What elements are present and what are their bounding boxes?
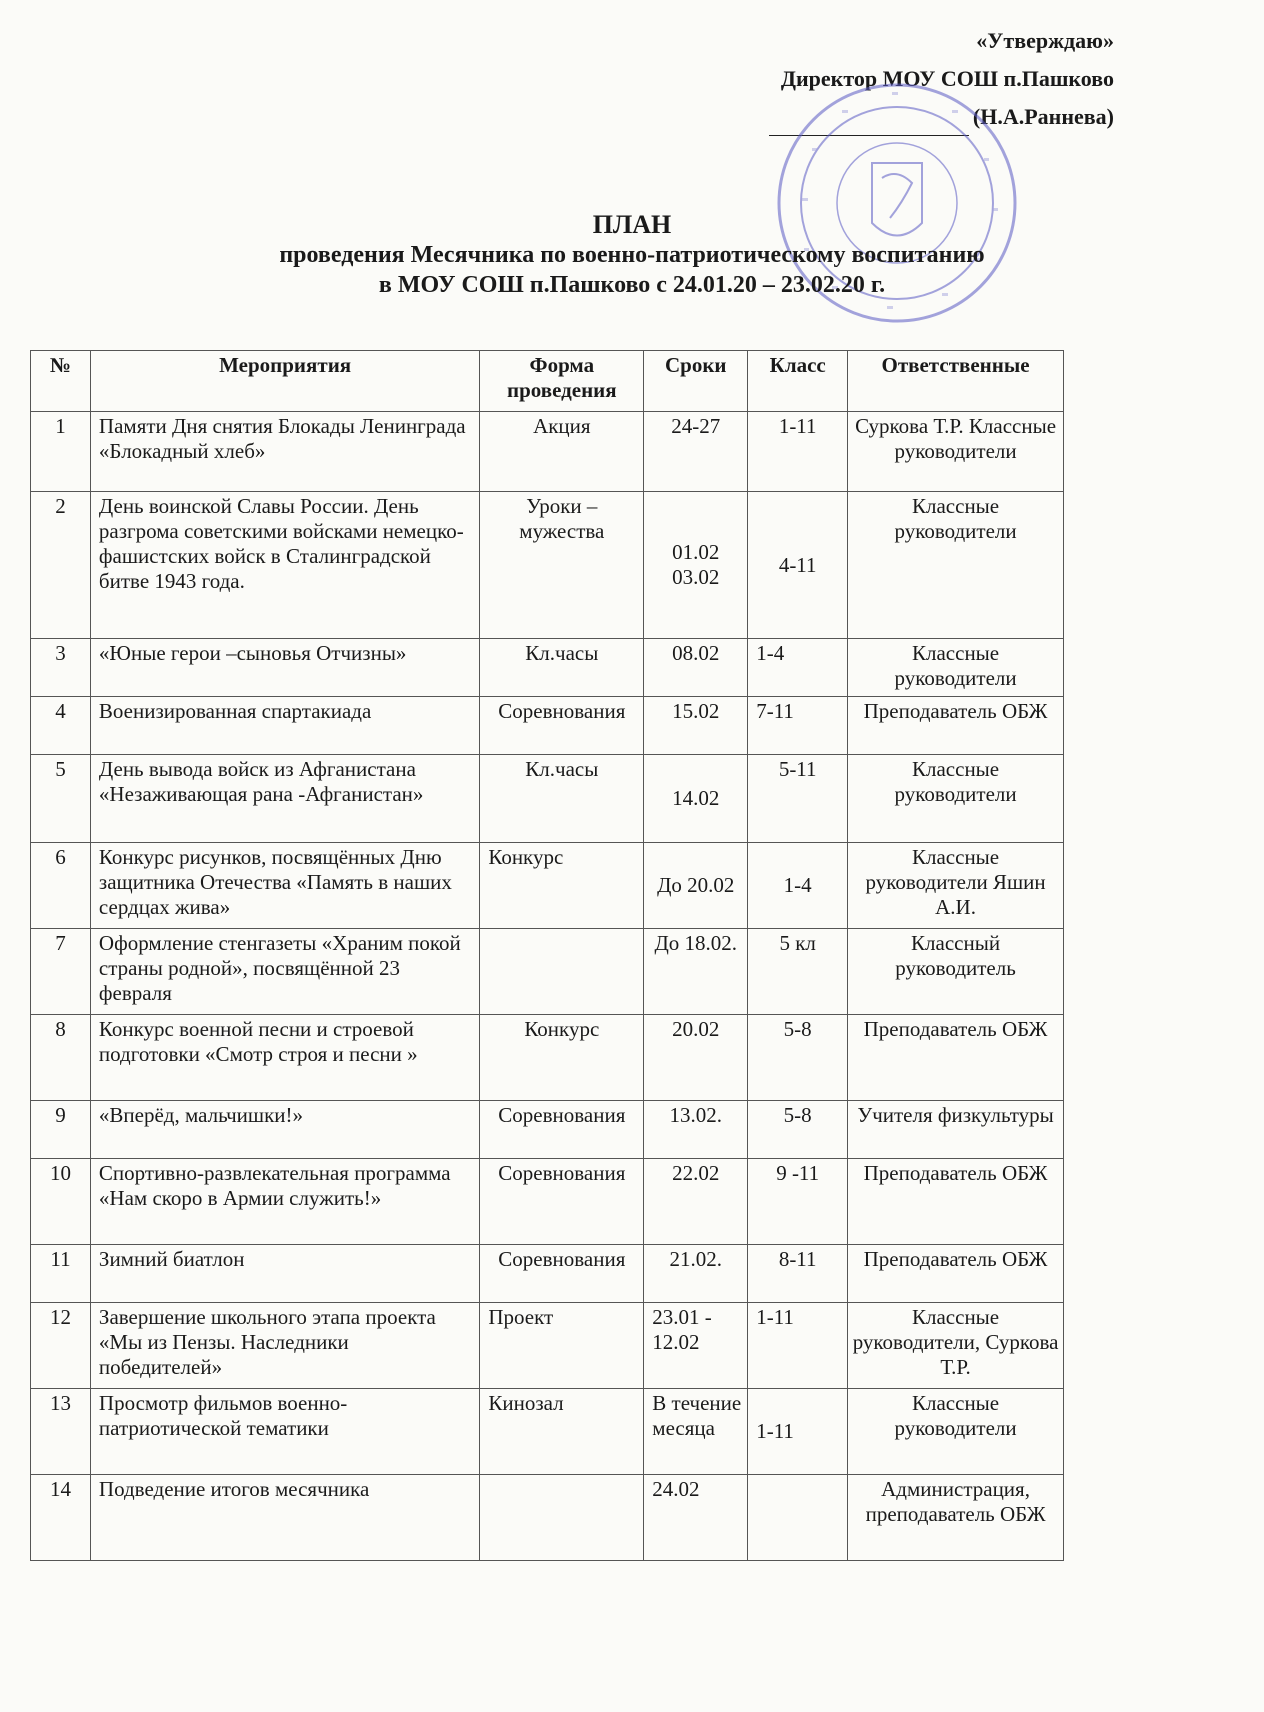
cell-class: 7-11 bbox=[748, 697, 848, 755]
cell-class: 5-11 bbox=[748, 755, 848, 843]
cell-event: Конкурс военной песни и строевой подготовки «Смотр строя и песни » bbox=[90, 1015, 479, 1101]
header-number: № bbox=[31, 351, 91, 412]
cell-event: Просмотр фильмов военно-патриотической тематики bbox=[90, 1389, 479, 1475]
cell-number: 5 bbox=[31, 755, 91, 843]
cell-form: Уроки – мужества bbox=[480, 492, 644, 639]
cell-number: 11 bbox=[31, 1245, 91, 1303]
cell-form: Соревнования bbox=[480, 1245, 644, 1303]
cell-responsible: Классные руководители bbox=[848, 492, 1064, 639]
cell-number: 4 bbox=[31, 697, 91, 755]
cell-date: 23.01 - 12.02 bbox=[644, 1303, 748, 1389]
approval-name: (Н.А.Раннева) bbox=[972, 104, 1114, 129]
cell-event: Военизированная спартакиада bbox=[90, 697, 479, 755]
cell-class: 5-8 bbox=[748, 1015, 848, 1101]
cell-date: 15.02 bbox=[644, 697, 748, 755]
table-row bbox=[31, 1475, 1064, 1561]
cell-date: До 20.02 bbox=[644, 843, 748, 929]
cell-class bbox=[748, 1475, 848, 1561]
cell-number: 7 bbox=[31, 929, 91, 1015]
approval-title: «Утверждаю» bbox=[976, 28, 1114, 53]
table-row bbox=[31, 929, 1064, 1015]
cell-number: 14 bbox=[31, 1475, 91, 1561]
table-row bbox=[31, 1389, 1064, 1475]
cell-responsible: Преподаватель ОБЖ bbox=[848, 1015, 1064, 1101]
cell-number: 3 bbox=[31, 639, 91, 697]
cell-class: 5-8 bbox=[748, 1101, 848, 1159]
cell-responsible: Преподаватель ОБЖ bbox=[848, 1245, 1064, 1303]
cell-class: 5 кл bbox=[748, 929, 848, 1015]
header-event: Мероприятия bbox=[90, 351, 479, 412]
cell-responsible: Учителя физкультуры bbox=[848, 1101, 1064, 1159]
cell-event: Подведение итогов месячника bbox=[90, 1475, 479, 1561]
cell-event: Завершение школьного этапа проекта «Мы из Пензы. Наследники победителей» bbox=[90, 1303, 479, 1389]
header-form: Форма проведения bbox=[480, 351, 644, 412]
cell-date: 13.02. bbox=[644, 1101, 748, 1159]
document-subtitle: проведения Месячника по военно-патриотическому воспитанию bbox=[279, 242, 985, 268]
table-row bbox=[31, 492, 1064, 639]
cell-number: 6 bbox=[31, 843, 91, 929]
cell-number: 10 bbox=[31, 1159, 91, 1245]
cell-class: 1-4 bbox=[748, 843, 848, 929]
table-row bbox=[31, 412, 1064, 492]
cell-class: 1-11 bbox=[748, 1389, 848, 1475]
cell-event: День вывода войск из Афганистана «Незаживающая рана -Афганистан» bbox=[90, 755, 479, 843]
cell-responsible: Суркова Т.Р. Классные руководители bbox=[848, 412, 1064, 492]
cell-form: Конкурс bbox=[480, 843, 644, 929]
cell-responsible: Классные руководители, Суркова Т.Р. bbox=[848, 1303, 1064, 1389]
cell-date: 20.02 bbox=[644, 1015, 748, 1101]
cell-responsible: Классные руководители bbox=[848, 1389, 1064, 1475]
cell-date: В течение месяца bbox=[644, 1389, 748, 1475]
cell-form: Соревнования bbox=[480, 1101, 644, 1159]
cell-form bbox=[480, 1475, 644, 1561]
table-header-row bbox=[31, 351, 1064, 412]
table-row bbox=[31, 1303, 1064, 1389]
cell-event: Зимний биатлон bbox=[90, 1245, 479, 1303]
cell-form: Конкурс bbox=[480, 1015, 644, 1101]
cell-form: Кл.часы bbox=[480, 755, 644, 843]
cell-form: Кинозал bbox=[480, 1389, 644, 1475]
cell-date: 24.02 bbox=[644, 1475, 748, 1561]
document-period: в МОУ СОШ п.Пашково с 24.01.20 – 23.02.20 г. bbox=[378, 272, 886, 298]
cell-responsible: Преподаватель ОБЖ bbox=[848, 1159, 1064, 1245]
cell-responsible: Администрация, преподаватель ОБЖ bbox=[848, 1475, 1064, 1561]
cell-responsible: Классные руководители Яшин А.И. bbox=[848, 843, 1064, 929]
cell-form bbox=[480, 929, 644, 1015]
cell-number: 8 bbox=[31, 1015, 91, 1101]
table-row bbox=[31, 697, 1064, 755]
cell-date: 01.02 03.02 bbox=[644, 492, 748, 639]
cell-date: 14.02 bbox=[644, 755, 748, 843]
header-class: Класс bbox=[748, 351, 848, 412]
cell-date: 22.02 bbox=[644, 1159, 748, 1245]
cell-responsible: Классные руководители bbox=[848, 639, 1064, 697]
cell-class: 8-11 bbox=[748, 1245, 848, 1303]
cell-event: «Вперёд, мальчишки!» bbox=[90, 1101, 479, 1159]
cell-event: Памяти Дня снятия Блокады Ленинграда «Блокадный хлеб» bbox=[90, 412, 479, 492]
cell-responsible: Классные руководители bbox=[848, 755, 1064, 843]
cell-date: 24-27 bbox=[644, 412, 748, 492]
document-title: ПЛАН bbox=[592, 210, 672, 239]
header-responsible: Ответственные bbox=[848, 351, 1064, 412]
cell-event: Спортивно-развлекательная программа «Нам скоро в Армии служить!» bbox=[90, 1159, 479, 1245]
cell-class: 1-4 bbox=[748, 639, 848, 697]
cell-responsible: Преподаватель ОБЖ bbox=[848, 697, 1064, 755]
cell-number: 2 bbox=[31, 492, 91, 639]
cell-date: 21.02. bbox=[644, 1245, 748, 1303]
cell-event: «Юные герои –сыновья Отчизны» bbox=[90, 639, 479, 697]
cell-class: 4-11 bbox=[748, 492, 848, 639]
table-row bbox=[31, 1101, 1064, 1159]
table-row bbox=[31, 1015, 1064, 1101]
plan-table bbox=[30, 350, 1064, 1561]
document-heading bbox=[0, 210, 1264, 300]
cell-class: 1-11 bbox=[748, 1303, 848, 1389]
cell-form: Соревнования bbox=[480, 1159, 644, 1245]
header-date: Сроки bbox=[644, 351, 748, 412]
cell-class: 9 -11 bbox=[748, 1159, 848, 1245]
cell-class: 1-11 bbox=[748, 412, 848, 492]
cell-date: 08.02 bbox=[644, 639, 748, 697]
cell-number: 1 bbox=[31, 412, 91, 492]
approval-director: Директор МОУ СОШ п.Пашково bbox=[780, 66, 1114, 91]
cell-number: 12 bbox=[31, 1303, 91, 1389]
table-row bbox=[31, 1159, 1064, 1245]
cell-form: Кл.часы bbox=[480, 639, 644, 697]
cell-form: Проект bbox=[480, 1303, 644, 1389]
cell-event: День воинской Славы России. День разгрома советскими войсками немецко-фашистских войск в Сталинградской битве 1943 года. bbox=[90, 492, 479, 639]
cell-number: 13 bbox=[31, 1389, 91, 1475]
cell-number: 9 bbox=[31, 1101, 91, 1159]
cell-form: Соревнования bbox=[480, 697, 644, 755]
table-row bbox=[31, 755, 1064, 843]
table-row bbox=[31, 843, 1064, 929]
cell-date: До 18.02. bbox=[644, 929, 748, 1015]
table-row bbox=[31, 639, 1064, 697]
cell-form: Акция bbox=[480, 412, 644, 492]
cell-event: Оформление стенгазеты «Храним покой страны родной», посвящённой 23 февраля bbox=[90, 929, 479, 1015]
cell-responsible: Классный руководитель bbox=[848, 929, 1064, 1015]
table-row bbox=[31, 1245, 1064, 1303]
cell-event: Конкурс рисунков, посвящённых Дню защитника Отечества «Память в наших сердцах жива» bbox=[90, 843, 479, 929]
